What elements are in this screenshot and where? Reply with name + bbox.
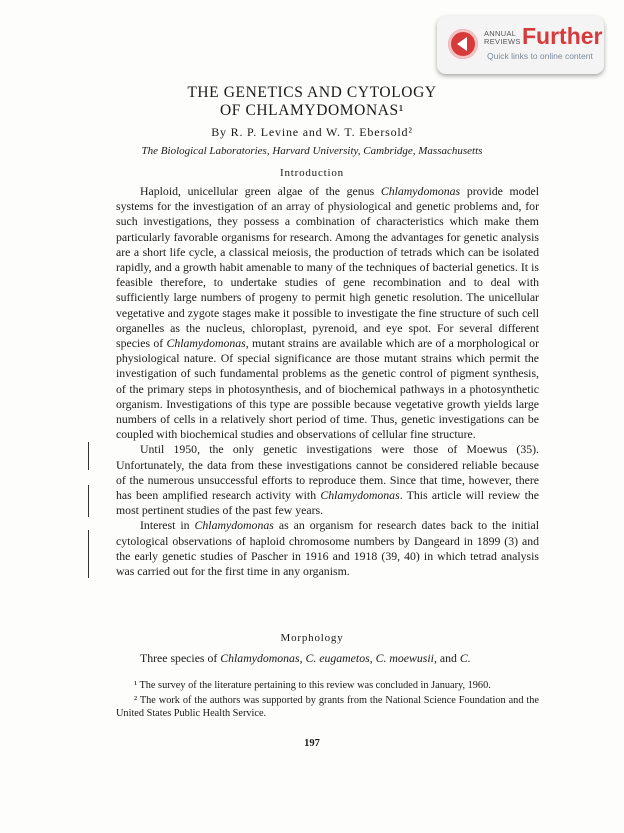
section-heading-morphology: Morphology (280, 632, 344, 644)
paragraph: Interest in Chlamydomonas as an organism for research dates back to the initial cytological observations of haploid chromosome numbers by Dangeard in 1899 (3) and the early genetic studies of Pascher in 1916 and 1918 (39, 40) in which tetrad analysis was carried out for the first time in any organism. (116, 518, 540, 579)
footnote-1: ¹ The survey of the literature pertaining to this review was concluded in January, 1960. (134, 680, 491, 691)
change-bar (88, 485, 89, 517)
authors: By R. P. Levine and W. T. Ebersold² (211, 125, 413, 139)
annual-reviews-logo: ANNUAL REVIEWS (484, 29, 521, 46)
italic-term: Chlamydomonas (320, 488, 400, 503)
paragraph: Until 1950, the only genetic investigations were those of Moewus (35). Unfortunately, the data from these investigations cannot be considered reliable because of the numerous unsuccessful efforts to reproduce them. Since that time, however, there has been amplified research activity with Chlamydomonas. This article will review the most pertinent studies of the past few years. (116, 442, 539, 518)
further-banner[interactable] (437, 16, 604, 74)
footnote-2: ² The work of the authors was supported by grants from the National Science Foundation and the United States Public Health Service. (116, 695, 539, 720)
change-bar (88, 530, 89, 578)
article-title: THE GENETICS AND CYTOLOGY OF CHLAMYDOMONAS¹ (187, 84, 437, 119)
further-label: Further (522, 23, 603, 49)
italic-term: C. eugametos (305, 651, 370, 665)
italic-term: C. moewusii (375, 651, 434, 665)
italic-term: Chlamydomonas (194, 518, 274, 533)
change-bar (88, 442, 89, 470)
italic-term: Chlamydomonas (166, 336, 246, 351)
italic-term: Chlamydomonas (220, 651, 300, 665)
body-text (116, 184, 539, 579)
section-heading-introduction: Introduction (280, 167, 344, 179)
italic-term: C. (459, 651, 471, 665)
footnotes (116, 679, 539, 723)
quick-links-text: Quick links to online content (487, 51, 593, 61)
affiliation: The Biological Laboratories, Harvard University, Cambridge, Massachusetts (141, 145, 483, 157)
paragraph: Haploid, unicellular green algae of the genus Chlamydomonas provide model systems for the investigation of an array of physiological and genetic problems and, for such investigations, they possess a combination of characteristics which make them particularly favorable organisms for research. Among the advantages for genetic analysis are a short life cycle, a classical meiosis, the production of tetrads which can be isolated rapidly, and a growth habit amenable to many of the techniques of bacterial genetics. It is feasible therefore, to undertake studies of gene recombination and to deal with sufficiently large numbers of progeny to permit high genetic resolution. The unicellular vegetative and zygote stages make it possible to investigate the fine structure of such cell organelles as the nucleus, chloroplast, pyrenoid, and eye spot. For several different species of Chlamydomonas, mutant strains are available which are of a morphological or physiological nature. Of special significance are those mutant strains which permit the investigation of such fundamental problems as the genetic control of pigment synthesis, of the primary steps in photosynthesis, and of biochemical pathways in a photosynthetic organism. Investigations of this type are possible because vegetative growth yields large numbers of cells in a relatively short period of time. Thus, genetic investigations can be coupled with biochemical studies and observations of cellular fine structure. (116, 184, 540, 442)
paragraph: Three species of Chlamydomonas, C. eugametos, C. moewusii, and C. (140, 651, 471, 665)
back-arrow-icon (448, 29, 478, 59)
page-number: 197 (304, 738, 320, 749)
italic-term: Chlamydomonas (380, 184, 461, 198)
body-text-morphology (116, 651, 539, 666)
